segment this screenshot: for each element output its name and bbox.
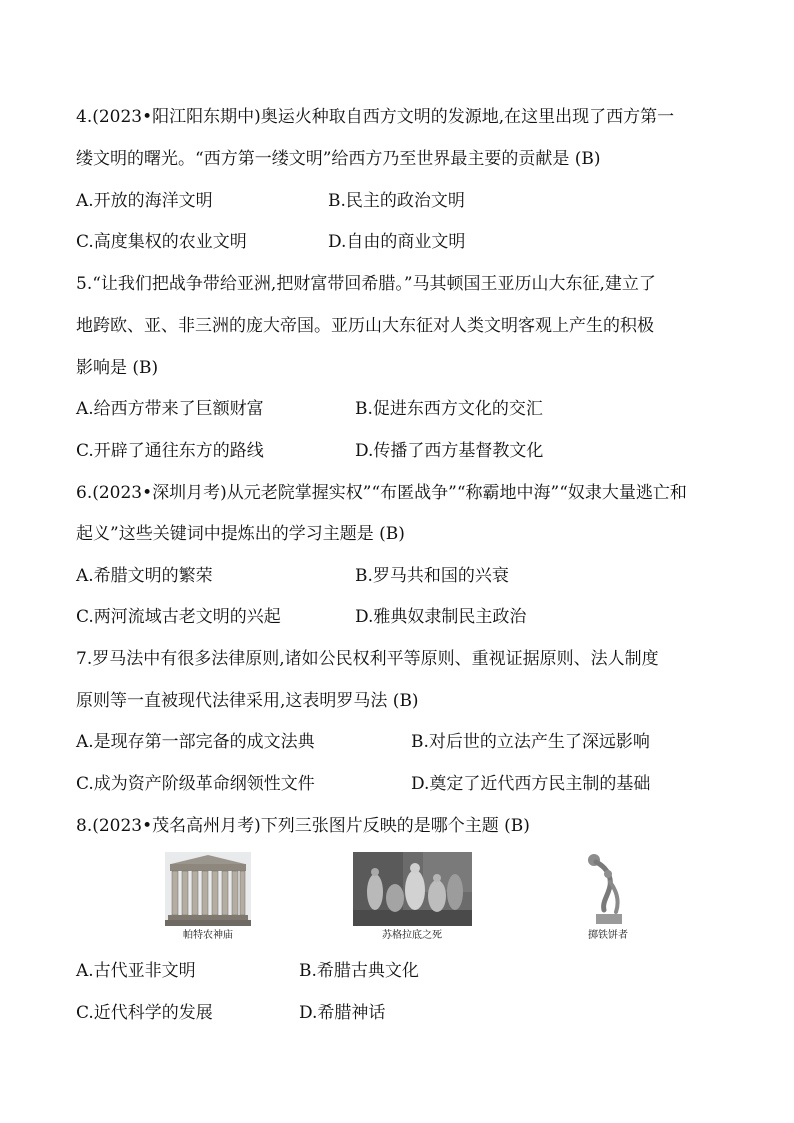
question-8-line-1: 8.(2023•茂名高州月考)下列三张图片反映的是哪个主题 (B): [76, 816, 530, 836]
parthenon-caption: 帕特农神庙: [183, 930, 233, 941]
question-7-line-1: 7.罗马法中有很多法律原则,诸如公民权利平等原则、重视证据原则、法人制度: [76, 649, 659, 669]
question-5-line-2: 地跨欧、亚、非三洲的庞大帝国。亚历山大东征对人类文明客观上产生的积极: [76, 316, 654, 336]
question-7-option-c: C.成为资产阶级革命纲领性文件: [76, 774, 315, 794]
question-4-option-a: A.开放的海洋文明: [76, 191, 213, 211]
question-5-option-c: C.开辟了通往东方的路线: [76, 441, 264, 461]
question-7-line-2: 原则等一直被现代法律采用,这表明罗马法 (B): [76, 691, 419, 711]
question-6-option-d: D.雅典奴隶制民主政治: [355, 607, 527, 627]
question-8-option-c: C.近代科学的发展: [76, 1003, 213, 1023]
question-8-option-b: B.希腊古典文化: [299, 961, 419, 981]
question-7-option-b: B.对后世的立法产生了深远影响: [411, 732, 650, 752]
question-6-option-c: C.两河流域古老文明的兴起: [76, 607, 281, 627]
death-of-socrates-caption: 苏格拉底之死: [382, 930, 442, 941]
question-4-line-1: 4.(2023•阳江阳东期中)奥运火种取自西方文明的发源地,在这里出现了西方第一: [76, 107, 675, 127]
question-5-option-d: D.传播了西方基督教文化: [355, 441, 544, 461]
discobolus-caption: 掷铁饼者: [588, 930, 628, 941]
question-4-option-c: C.高度集权的农业文明: [76, 232, 247, 252]
question-4-option-b: B.民主的政治文明: [328, 191, 465, 211]
parthenon-image: [165, 852, 251, 926]
question-6-line-2: 起义”这些关键词中提炼出的学习主题是 (B): [76, 524, 405, 544]
question-6-option-b: B.罗马共和国的兴衰: [355, 566, 509, 586]
question-6-option-a: A.希腊文明的繁荣: [76, 566, 213, 586]
question-5-option-b: B.促进东西方文化的交汇: [355, 399, 543, 419]
death-of-socrates-image: [353, 852, 472, 926]
question-4-option-d: D.自由的商业文明: [328, 232, 466, 252]
question-5-line-1: 5.“让我们把战争带给亚洲,把财富带回希腊。”马其顿国王亚历山大东征,建立了: [76, 274, 656, 294]
question-5-line-3: 影响是 (B): [76, 358, 159, 378]
question-8-option-d: D.希腊神话: [299, 1003, 386, 1023]
question-7-option-d: D.奠定了近代西方民主制的基础: [411, 774, 651, 794]
question-5-option-a: A.给西方带来了巨额财富: [76, 399, 264, 419]
question-6-line-1: 6.(2023•深圳月考)从元老院掌握实权”“布匿战争”“称霸地中海”“奴隶大量逃亡和: [76, 483, 687, 503]
question-4-line-2: 缕文明的曙光。“西方第一缕文明”给西方乃至世界最主要的贡献是 (B): [76, 149, 601, 169]
question-8-option-a: A.古代亚非文明: [76, 961, 196, 981]
discobolus-image: [586, 852, 630, 926]
question-7-option-a: A.是现存第一部完备的成文法典: [76, 732, 315, 752]
